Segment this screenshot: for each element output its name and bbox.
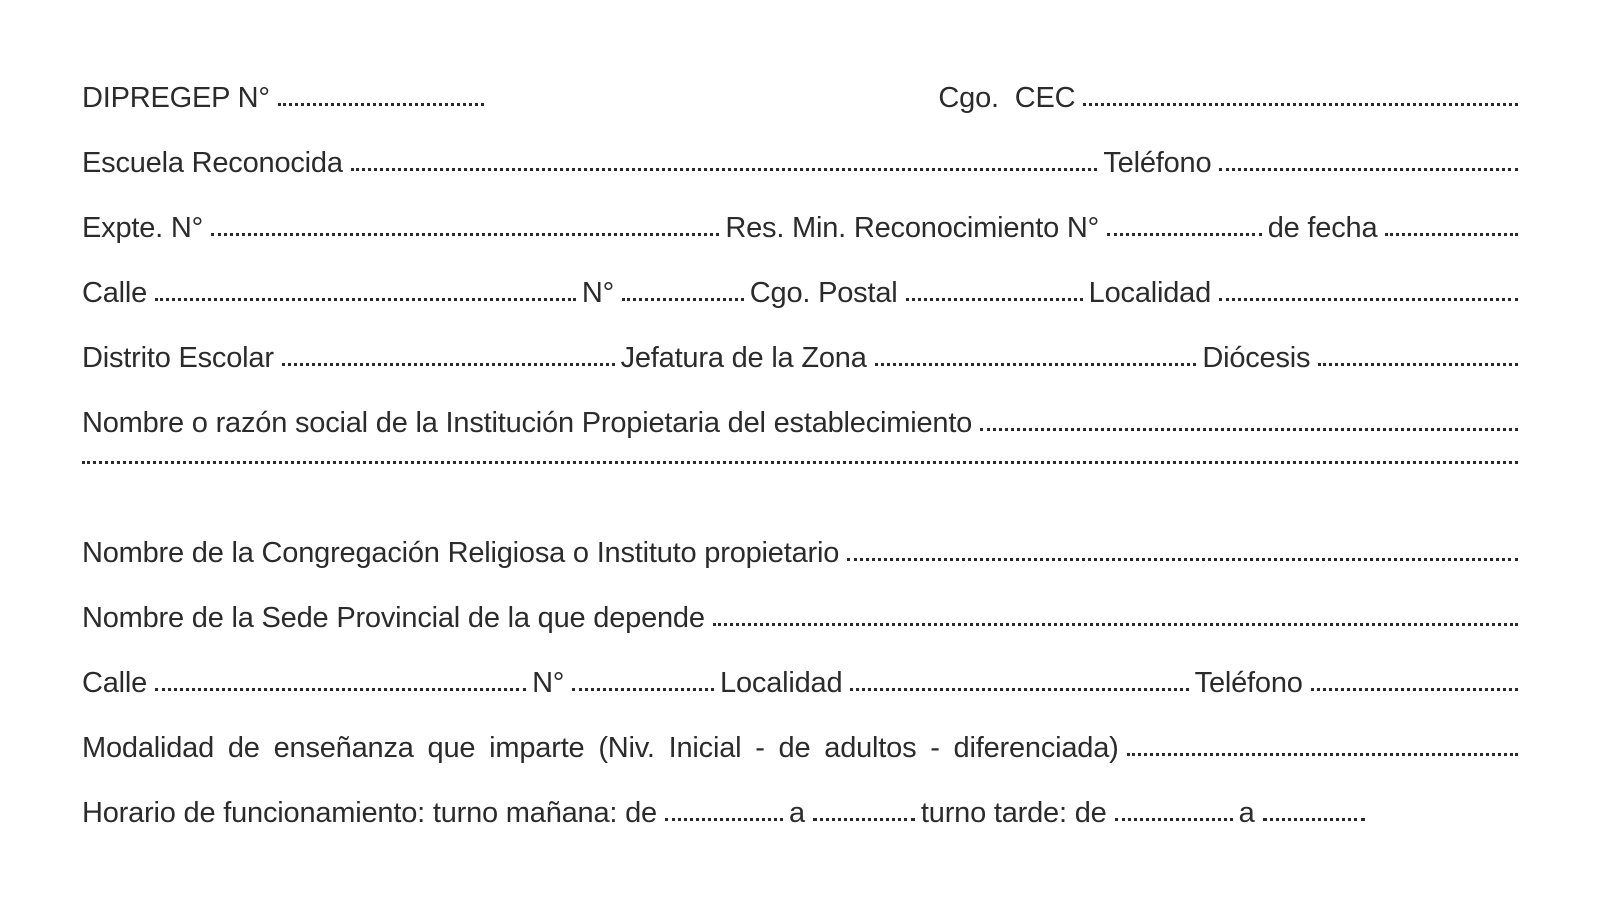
label-congregacion: Nombre de la Congregación Religiosa o Instituto propietario [82, 537, 840, 569]
row-modalidad [82, 722, 1518, 787]
label-diocesis: Diócesis [1202, 342, 1311, 374]
label-expte: Expte. N° [82, 212, 204, 244]
label-turno-tarde: turno tarde: de [920, 797, 1107, 829]
label-dipregep: DIPREGEP N° [82, 82, 270, 114]
row-institucion [82, 397, 1518, 462]
field-calle-2[interactable] [155, 688, 526, 691]
school-registration-form [82, 72, 1518, 852]
row-calle-1 [82, 267, 1518, 332]
field-distrito-escolar[interactable] [282, 363, 615, 366]
label-escuela-reconocida: Escuela Reconocida [82, 147, 343, 179]
row-calle-2 [82, 657, 1518, 722]
field-calle[interactable] [155, 298, 576, 301]
field-cgo-postal[interactable] [906, 298, 1083, 301]
field-escuela-reconocida[interactable] [351, 168, 1098, 171]
row-horario [82, 787, 1518, 852]
row-dipregep [82, 72, 1518, 137]
field-sede-provincial[interactable] [713, 623, 1518, 626]
field-tarde-hasta[interactable] [1263, 818, 1365, 821]
label-res-min: Res. Min. Reconocimiento N° [725, 212, 1100, 244]
field-res-min[interactable] [1107, 233, 1262, 236]
label-de-fecha: de fecha [1267, 212, 1378, 244]
label-horario-manana: Horario de funcionamiento: turno mañana: de [82, 797, 657, 829]
label-jefatura-zona: Jefatura de la Zona [620, 342, 867, 374]
field-numero-2[interactable] [572, 688, 714, 691]
field-tarde-desde[interactable] [1115, 818, 1233, 821]
label-calle-2: Calle [82, 667, 148, 699]
row-sede-provincial [82, 592, 1518, 657]
field-localidad[interactable] [1219, 298, 1518, 301]
field-manana-desde[interactable] [665, 818, 783, 821]
field-localidad-2[interactable] [850, 688, 1188, 691]
row-congregacion [82, 527, 1518, 592]
label-calle: Calle [82, 277, 148, 309]
label-a-2: a [1238, 797, 1255, 829]
label-distrito-escolar: Distrito Escolar [82, 342, 274, 374]
field-numero[interactable] [622, 298, 744, 301]
row-escuela [82, 137, 1518, 202]
label-cgo-cec: Cgo. CEC [938, 82, 1076, 114]
label-a-1: a [788, 797, 805, 829]
label-localidad-2: Localidad [720, 667, 843, 699]
field-de-fecha[interactable] [1385, 233, 1518, 236]
field-institucion-propietaria[interactable] [980, 428, 1518, 431]
row-distrito [82, 332, 1518, 397]
label-numero: N° [581, 277, 614, 309]
field-modalidad[interactable] [1127, 753, 1518, 756]
field-diocesis[interactable] [1318, 363, 1518, 366]
field-congregacion[interactable] [847, 558, 1518, 561]
label-sede-provincial: Nombre de la Sede Provincial de la que depende [82, 602, 705, 634]
field-telefono[interactable] [1219, 168, 1518, 171]
label-modalidad: Modalidad de enseñanza que imparte (Niv. Inicial - de adultos - diferenciada) [82, 732, 1119, 764]
label-cgo-postal: Cgo. Postal [749, 277, 898, 309]
field-expte[interactable] [211, 233, 719, 236]
field-institucion-continuation[interactable] [82, 461, 1518, 464]
label-telefono: Teléfono [1103, 147, 1212, 179]
field-manana-hasta[interactable] [813, 818, 915, 821]
field-jefatura-zona[interactable] [875, 363, 1197, 366]
row-institucion-continuation [82, 462, 1518, 527]
field-telefono-2[interactable] [1311, 688, 1518, 691]
field-cgo-cec[interactable] [1083, 103, 1518, 106]
field-dipregep[interactable] [278, 103, 484, 106]
label-numero-2: N° [532, 667, 565, 699]
label-institucion-propietaria: Nombre o razón social de la Institución Propietaria del establecimiento [82, 407, 973, 439]
row-expediente [82, 202, 1518, 267]
label-localidad: Localidad [1088, 277, 1212, 309]
label-telefono-2: Teléfono [1194, 667, 1303, 699]
